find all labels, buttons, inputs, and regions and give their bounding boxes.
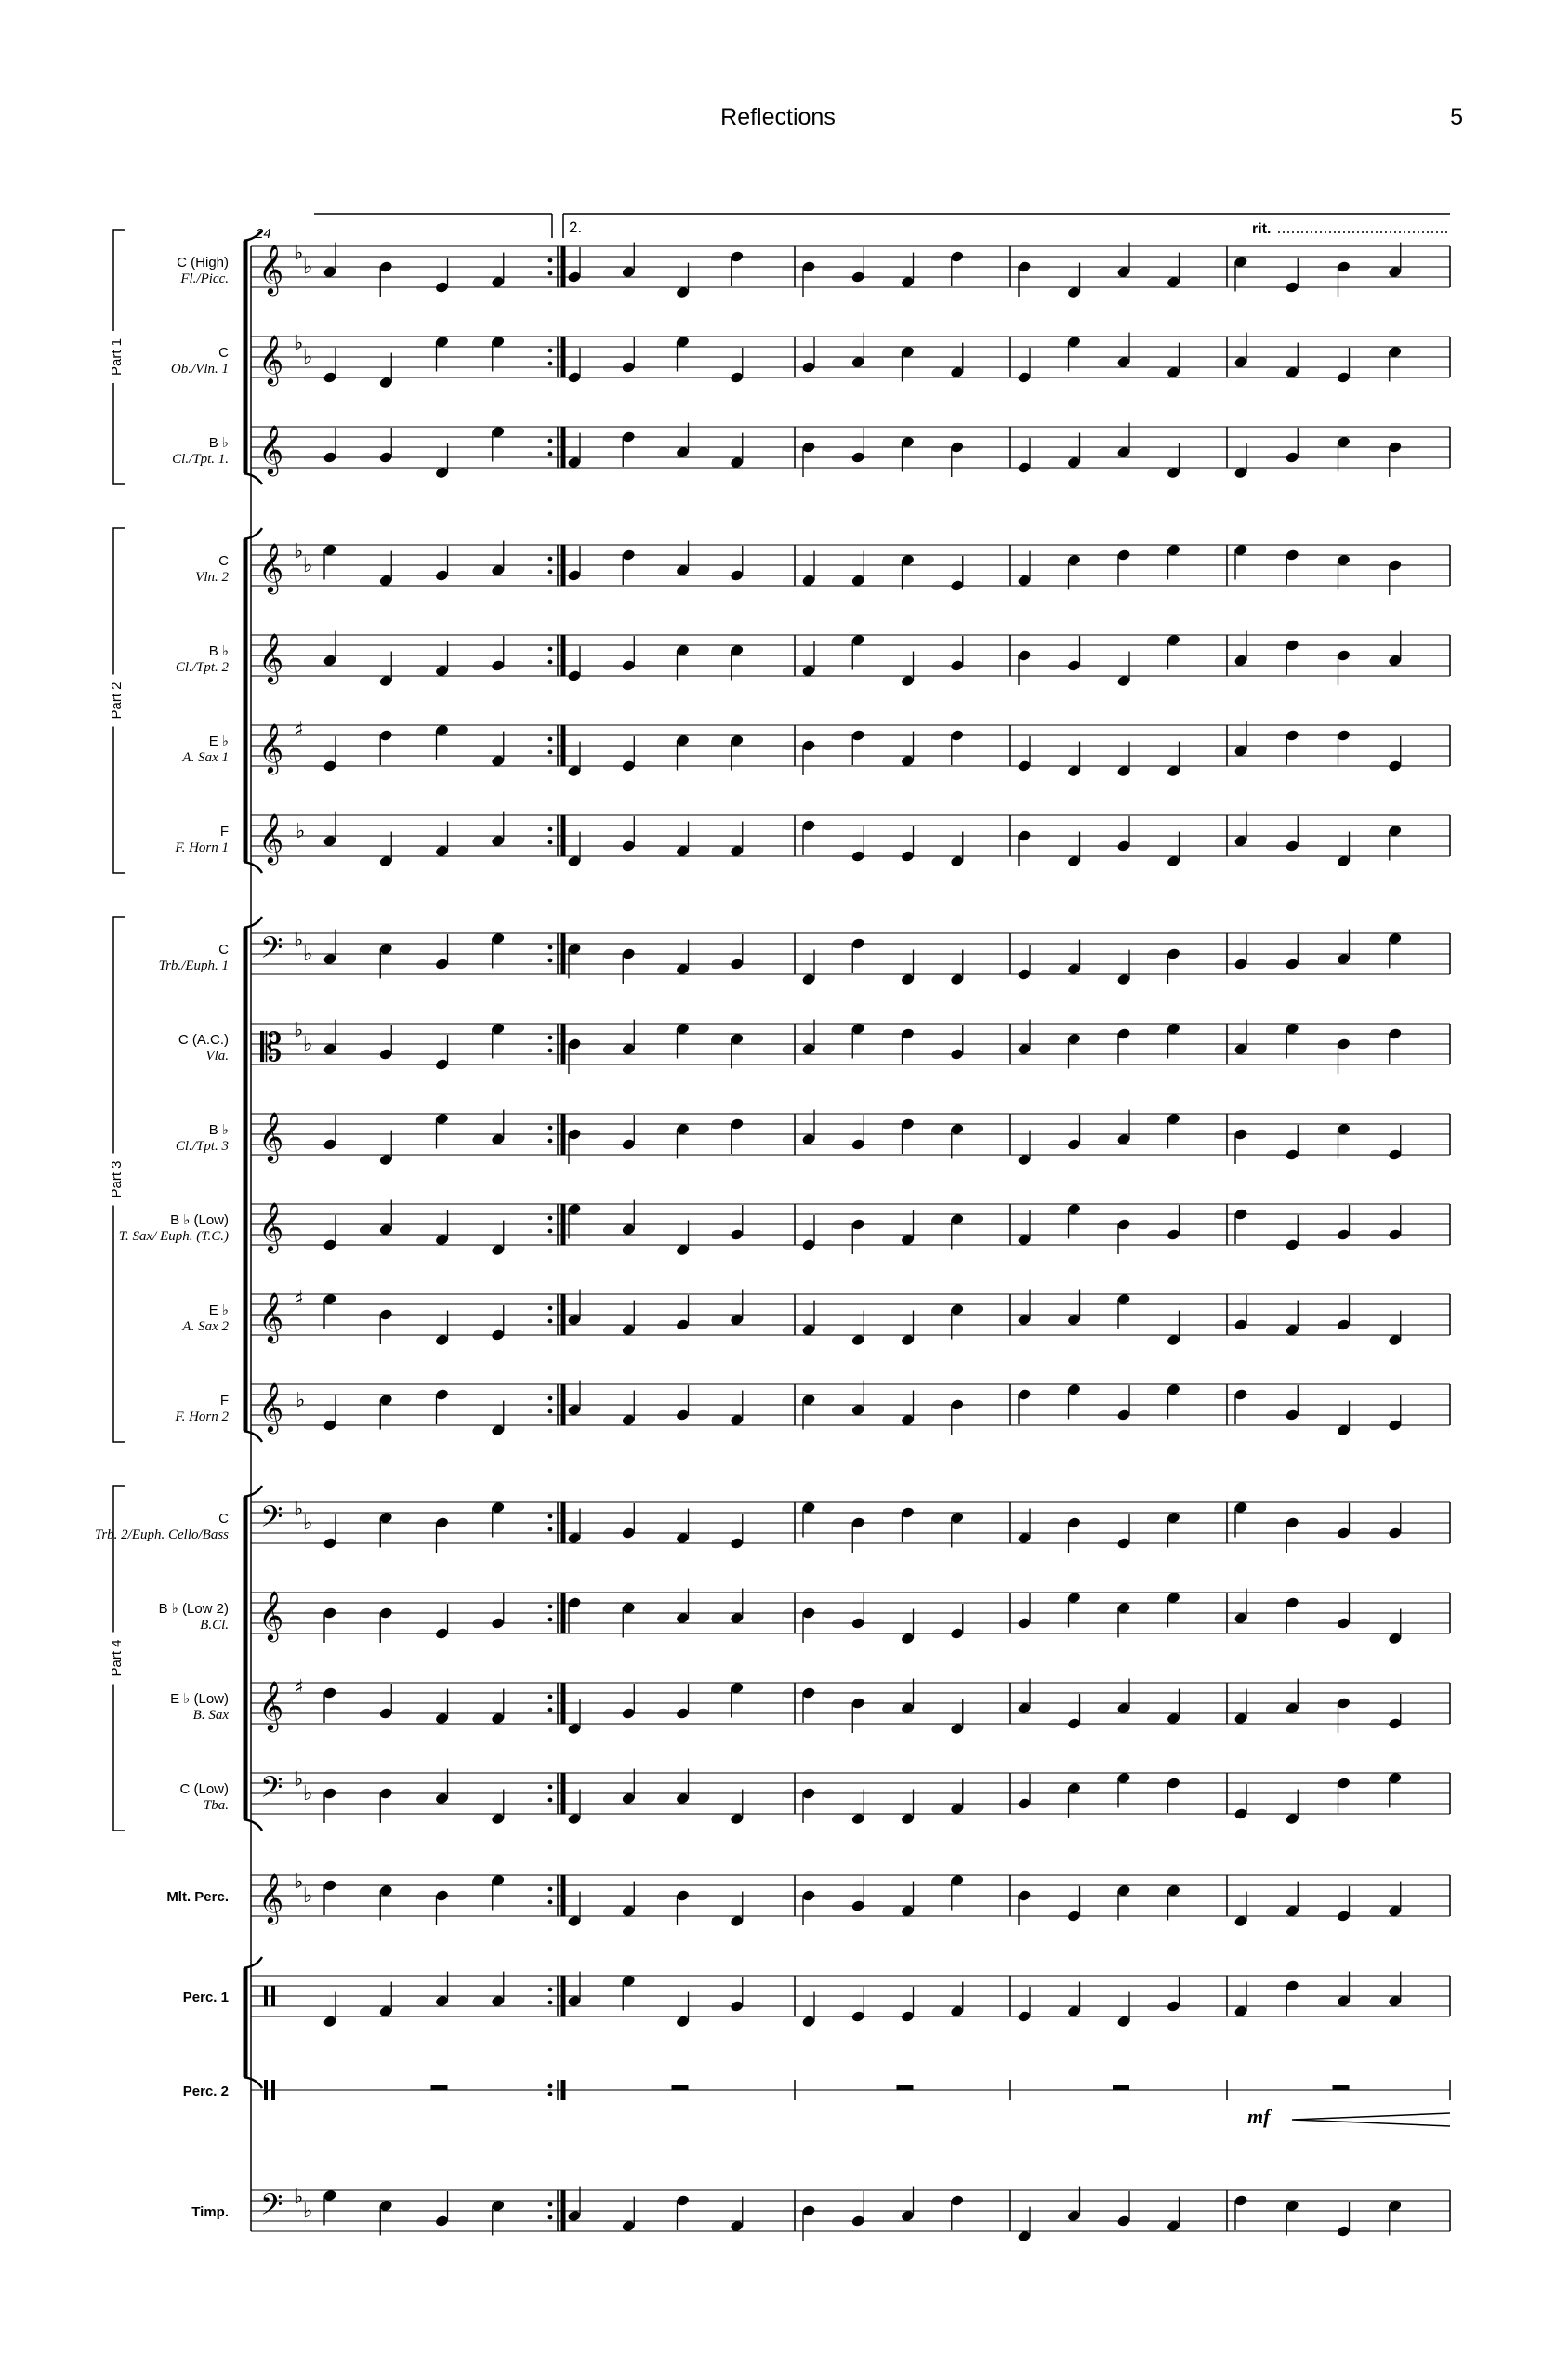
repeat-dot (548, 840, 553, 845)
treble-clef-icon: 𝄞 (258, 722, 284, 773)
perc-bracket-hook (244, 2077, 262, 2088)
measure-number: 24 (256, 226, 271, 242)
sharp-icon: ♯ (294, 1676, 304, 1699)
staff-label: C (A.C.) (178, 1032, 229, 1048)
repeat-dot (548, 1409, 553, 1414)
treble-clef-icon: 𝄞 (258, 1590, 284, 1640)
treble-clef-icon: 𝄞 (258, 424, 284, 474)
repeat-dot (548, 1306, 553, 1311)
repeat-dot (548, 439, 553, 443)
repeat-dot (548, 1229, 553, 1234)
system-bracket-hook (244, 1819, 262, 1831)
repeat-dot (548, 1139, 553, 1144)
staff-label: Perc. 1 (182, 1990, 229, 2005)
repeat-dot (548, 1216, 553, 1221)
flat-icon: ♭ (294, 2186, 304, 2209)
staff (171, 332, 1450, 389)
page-number: 5 (1450, 104, 1463, 130)
whole-rest (1113, 2085, 1129, 2090)
bass-clef-icon: 𝄢 (260, 931, 284, 972)
staff-label: B ♭ (208, 435, 229, 451)
staff-sublabel: A. Sax 2 (182, 1319, 229, 1334)
bass-clef-icon: 𝄢 (260, 2188, 284, 2228)
repeat-dot (548, 1036, 553, 1040)
flat-icon: ♭ (303, 346, 313, 369)
alto-clef-icon: 𝄡 (260, 1025, 283, 1070)
flat-icon: ♭ (303, 1512, 313, 1535)
repeat-dot (548, 2215, 553, 2220)
staff-label: B ♭ (208, 643, 229, 659)
staff-sublabel: A. Sax 1 (182, 750, 229, 765)
repeat-dot (548, 1396, 553, 1401)
staff (95, 1498, 1450, 1553)
flat-icon: ♭ (294, 1768, 304, 1792)
bass-clef-icon: 𝄢 (260, 1770, 284, 1811)
whole-rest (431, 2085, 448, 2090)
repeat-dot (548, 1988, 553, 1992)
staff (166, 1871, 1450, 1927)
staff-sublabel: Cl./Tpt. 1. (172, 452, 229, 467)
flat-icon: ♭ (303, 1033, 313, 1056)
staff (177, 242, 1450, 298)
staff-sublabel: Fl./Picc. (180, 271, 229, 286)
treble-clef-icon: 𝄞 (258, 632, 284, 682)
tempo-marking-rit: rit. (1252, 221, 1272, 237)
group-label: Part 3 (108, 1160, 125, 1198)
perc-bracket-hook (244, 1957, 262, 1968)
staff (183, 2080, 1450, 2100)
staff (181, 719, 1450, 777)
treble-clef-icon: 𝄞 (258, 1872, 284, 1923)
flat-icon: ♭ (303, 943, 313, 966)
system-bracket-hook (244, 917, 262, 928)
group-label: Part 2 (108, 681, 125, 720)
group-label: Part 1 (108, 337, 125, 377)
repeat-dot (548, 1618, 553, 1622)
repeat-dot (548, 660, 553, 665)
flat-icon: ♭ (303, 554, 313, 577)
staff-label: Perc. 2 (182, 2083, 229, 2099)
staff (170, 1676, 1450, 1735)
repeat-dot (548, 570, 553, 575)
staff (191, 2186, 1450, 2242)
staff (195, 540, 1450, 595)
staff (172, 423, 1450, 480)
staff-label: E ♭ (208, 734, 229, 749)
flat-icon: ♭ (294, 540, 304, 563)
staff-label: F (219, 824, 229, 840)
staff-label: Mlt. Perc. (166, 1889, 229, 1905)
treble-clef-icon: 𝄞 (258, 1201, 284, 1251)
repeat-dot (548, 452, 553, 456)
repeat-dot (548, 1049, 553, 1053)
treble-clef-icon: 𝄞 (258, 1111, 284, 1161)
staff-sublabel: Tba. (203, 1798, 229, 1813)
staff (159, 929, 1450, 985)
system-bracket-hook (244, 528, 262, 539)
repeat-dot (548, 750, 553, 755)
sharp-icon: ♯ (294, 1288, 304, 1311)
staff-label: E ♭ (Low) (170, 1691, 229, 1707)
repeat-dot (548, 1798, 553, 1803)
staff (119, 1200, 1450, 1257)
staff-sublabel: Trb./Euph. 1 (158, 959, 229, 973)
volta-2-label: 2. (569, 218, 583, 236)
repeat-dot (548, 2202, 553, 2207)
staff-label: B ♭ (208, 1122, 229, 1138)
repeat-dot (548, 2092, 553, 2096)
treble-clef-icon: 𝄞 (258, 334, 284, 384)
staff-sublabel: T. Sax/ Euph. (T.C.) (118, 1229, 229, 1244)
staff-label: C (218, 345, 229, 361)
staff (174, 1381, 1450, 1437)
staff-label: F (219, 1393, 229, 1408)
flat-icon: ♭ (303, 1782, 313, 1805)
repeat-dot (548, 1887, 553, 1892)
staff-sublabel: B.Cl. (200, 1618, 229, 1633)
staff-label: C (218, 553, 229, 569)
repeat-dot (548, 1319, 553, 1324)
staff (179, 1768, 1450, 1825)
percussion-clef-icon (271, 2080, 275, 2100)
flat-icon: ♭ (303, 256, 313, 279)
whole-rest (1333, 2085, 1350, 2090)
flat-icon: ♭ (294, 1019, 304, 1042)
flat-icon: ♭ (294, 1498, 304, 1521)
group-label: Part 4 (108, 1639, 125, 1677)
staff-sublabel: Cl./Tpt. 3 (175, 1139, 229, 1154)
repeat-dot (548, 1126, 553, 1130)
staff (183, 1972, 1450, 2029)
whole-rest (897, 2085, 914, 2090)
treble-clef-icon: 𝄞 (258, 1680, 284, 1730)
staff-label: C (218, 1511, 229, 1527)
percussion-clef-icon (264, 2080, 268, 2100)
staff-sublabel: Vln. 2 (195, 570, 229, 585)
percussion-clef-icon (271, 1986, 275, 2006)
staff-label: Timp. (191, 2204, 229, 2220)
treble-clef-icon: 𝄞 (258, 1291, 284, 1342)
repeat-dot (548, 1527, 553, 1532)
staff-label: C (High) (177, 255, 229, 271)
flat-icon: ♭ (294, 332, 304, 355)
staff (176, 631, 1450, 688)
flat-icon: ♭ (294, 242, 304, 265)
page-title: Reflections (720, 104, 836, 130)
staff-sublabel: Vla. (205, 1049, 229, 1064)
staff (181, 1288, 1450, 1346)
treble-clef-icon: 𝄞 (258, 1382, 284, 1432)
staff-label: E ♭ (208, 1302, 229, 1318)
repeat-dot (548, 737, 553, 742)
repeat-dot (548, 1708, 553, 1712)
flat-icon: ♭ (294, 929, 304, 952)
percussion-clef-icon (264, 1986, 268, 2006)
system-bracket-hook (244, 1431, 262, 1442)
system-bracket-hook (244, 862, 262, 873)
staff (176, 1110, 1450, 1167)
repeat-dot (548, 271, 553, 276)
staff-sublabel: B. Sax (192, 1708, 229, 1723)
repeat-dot (548, 557, 553, 562)
staff-label: C (218, 942, 229, 958)
repeat-dot (548, 827, 553, 832)
repeat-dot (548, 1785, 553, 1790)
repeat-dot (548, 1900, 553, 1905)
repeat-dot (548, 959, 553, 963)
flat-icon: ♭ (296, 820, 306, 843)
staff (174, 812, 1450, 868)
dynamic-mf: mf (1247, 2105, 1271, 2128)
flat-icon: ♭ (294, 1871, 304, 1894)
staff-label: C (Low) (179, 1781, 229, 1797)
flat-icon: ♭ (303, 1884, 313, 1908)
staff (178, 1019, 1450, 1074)
repeat-dot (548, 1514, 553, 1519)
repeat-dot (548, 349, 553, 353)
repeat-dot (548, 362, 553, 366)
repeat-dot (548, 647, 553, 652)
bass-clef-icon: 𝄢 (260, 1500, 284, 1540)
treble-clef-icon: 𝄞 (258, 813, 284, 863)
staff-sublabel: Cl./Tpt. 2 (175, 660, 229, 675)
repeat-dot (548, 945, 553, 950)
crescendo-hairpin (1292, 2113, 1450, 2126)
sharp-icon: ♯ (294, 719, 304, 742)
staff-sublabel: Ob./Vln. 1 (170, 362, 229, 377)
repeat-dot (548, 2084, 553, 2089)
treble-clef-icon: 𝄞 (258, 244, 284, 294)
flat-icon: ♭ (296, 1389, 306, 1412)
repeat-dot (548, 1605, 553, 1609)
staff-sublabel: F. Horn 1 (175, 840, 229, 855)
flat-icon: ♭ (303, 2200, 313, 2223)
system-bracket-hook (244, 473, 262, 484)
repeat-dot (548, 2001, 553, 2005)
staff-sublabel: F. Horn 2 (175, 1409, 229, 1424)
staff (159, 1589, 1450, 1646)
system-bracket-hook (244, 1486, 262, 1497)
staff-sublabel: Trb. 2/Euph. Cello/Bass (94, 1527, 229, 1542)
repeat-dot (548, 1695, 553, 1699)
staff-label: B ♭ (Low 2) (158, 1601, 229, 1617)
repeat-dot (548, 258, 553, 263)
treble-clef-icon: 𝄞 (258, 542, 284, 592)
staff-label: B ♭ (Low) (170, 1212, 229, 1228)
whole-rest (672, 2085, 689, 2090)
